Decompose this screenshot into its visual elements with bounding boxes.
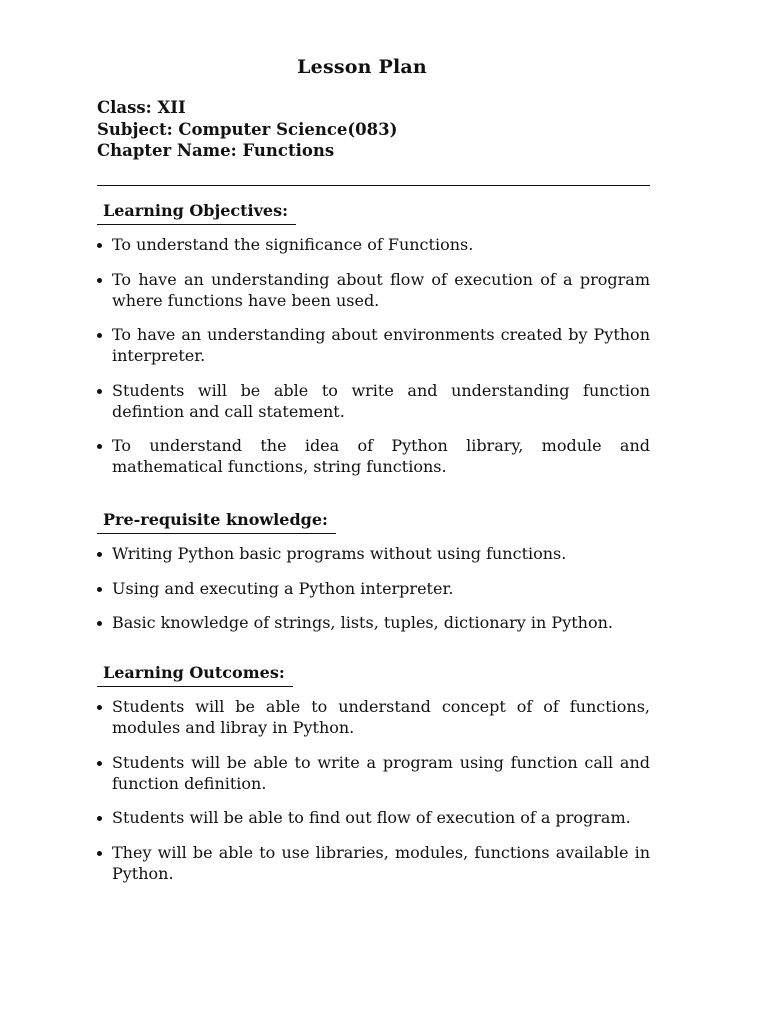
list-item-text: Writing Python basic programs without using functions. — [112, 544, 567, 563]
bullet-icon — [97, 552, 102, 557]
bullet-icon — [97, 761, 102, 766]
list-item — [97, 752, 650, 794]
section-heading: Pre-requisite knowledge: — [97, 510, 336, 534]
list-item — [97, 543, 650, 564]
section-heading: Learning Objectives: — [97, 201, 296, 225]
list-item-text: Students will be able to find out flow of execution of a program. — [112, 808, 631, 827]
list-item — [97, 380, 650, 422]
bullet-icon — [97, 705, 102, 710]
bullet-icon — [97, 851, 102, 856]
list-item-text: To understand the idea of Python library, module and mathematical functions, string functions. — [112, 436, 650, 476]
horizontal-divider — [97, 185, 650, 186]
page-title: Lesson Plan — [297, 56, 427, 78]
class-line: Class: XII — [97, 98, 186, 117]
list-item-text: Basic knowledge of strings, lists, tuples, dictionary in Python. — [112, 613, 613, 632]
list-item-text: To understand the significance of Functions. — [112, 235, 474, 254]
bullet-icon — [97, 816, 102, 821]
bullet-icon — [97, 278, 102, 283]
bullet-icon — [97, 444, 102, 449]
list-item — [97, 842, 650, 884]
subject-line: Subject: Computer Science(083) — [97, 119, 398, 139]
list-item-text: Students will be able to write a program using function call and function definition. — [112, 752, 650, 793]
list-item-text: To have an understanding about flow of execution of a program where functions have been used. — [112, 269, 650, 310]
bullet-icon — [97, 333, 102, 338]
list-item — [97, 435, 650, 477]
chapter-line: Chapter Name: Functions — [97, 141, 335, 160]
bullet-icon — [97, 389, 102, 394]
list-item-text: They will be able to use libraries, modules, functions available in Python. — [112, 842, 650, 883]
bullet-icon — [97, 621, 102, 626]
bullet-icon — [97, 587, 102, 592]
list-item — [97, 696, 650, 738]
list-item-text: Students will be able to understand concept of of functions, modules and libray in Python. — [112, 697, 650, 737]
list-item — [97, 269, 650, 311]
section-learning-outcomes — [97, 663, 650, 897]
list-item-text: Using and executing a Python interpreter. — [112, 578, 454, 598]
list-item-text: Students will be able to write and understanding function defintion and call statement. — [112, 380, 650, 421]
prerequisite-list — [97, 543, 650, 633]
list-item-text: To have an understanding about environments created by Python interpreter. — [112, 325, 650, 365]
list-item — [97, 807, 650, 828]
section-prerequisite-knowledge — [97, 510, 650, 647]
list-item — [97, 324, 650, 366]
lesson-meta — [97, 97, 397, 162]
list-item — [97, 578, 650, 599]
outcomes-list — [97, 696, 650, 884]
list-item — [97, 612, 650, 633]
list-item — [97, 234, 650, 255]
section-learning-objectives — [97, 201, 650, 491]
section-heading: Learning Outcomes: — [97, 663, 293, 687]
objectives-list — [97, 234, 650, 477]
bullet-icon — [97, 243, 102, 248]
